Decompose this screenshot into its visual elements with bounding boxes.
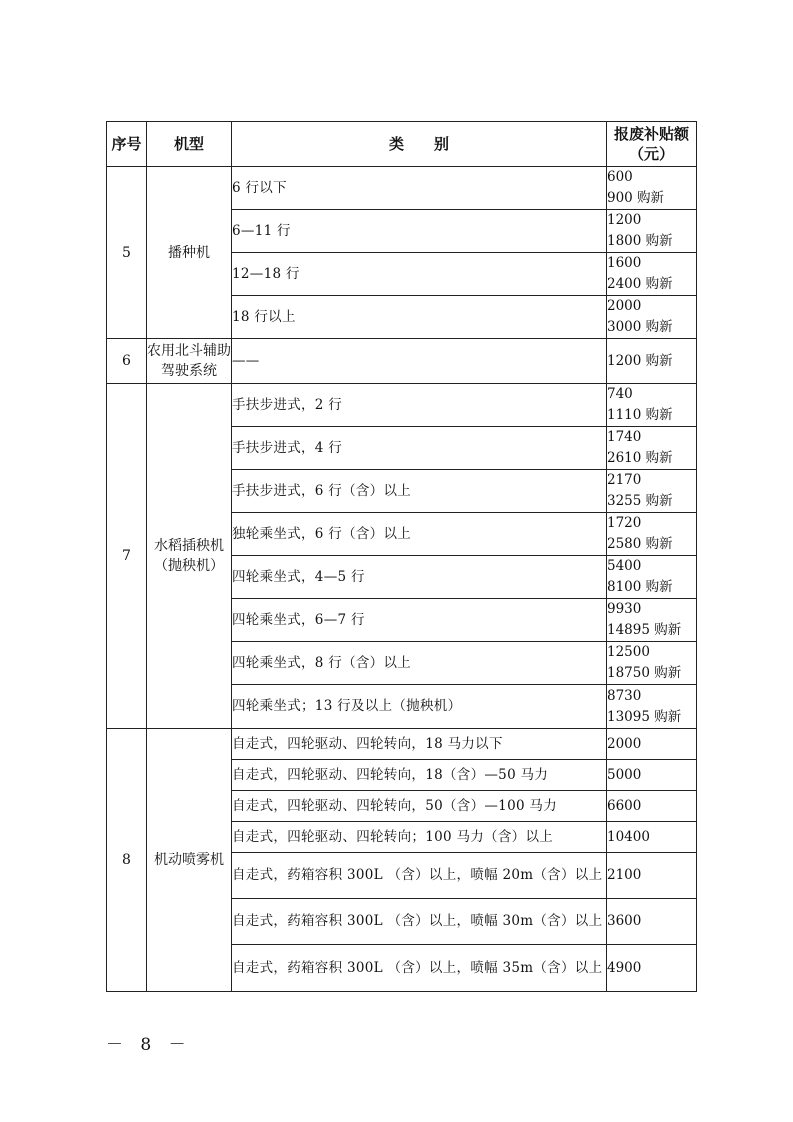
amount-value: 5000 — [607, 766, 642, 783]
cell-amount — [607, 427, 697, 470]
cell-amount — [607, 599, 697, 642]
cell-category: 手扶步进式，2 行 — [232, 384, 607, 427]
cell-amount — [607, 760, 697, 791]
cell-amount — [607, 853, 697, 899]
cell-amount — [607, 642, 697, 685]
table-body — [107, 167, 697, 992]
cell-category: 自走式，四轮驱动、四轮转向，50（含）—100 马力 — [232, 791, 607, 822]
amount-value: 2100 — [607, 867, 642, 883]
cell-category: 四轮乘坐式，6—7 行 — [232, 599, 607, 642]
amount-value: 1740 — [607, 429, 642, 445]
cell-model: 播种机 — [147, 167, 232, 339]
amount-new-purchase: 14895 购新 — [607, 622, 682, 638]
cell-model: 机动喷雾机 — [147, 729, 232, 992]
amount-new-purchase: 3000 购新 — [607, 319, 673, 335]
amount-value: 6600 — [607, 797, 642, 814]
amount-value: 2000 — [607, 298, 642, 314]
cell-category: 独轮乘坐式，6 行（含）以上 — [232, 513, 607, 556]
cell-amount — [607, 556, 697, 599]
table-row — [107, 339, 697, 384]
cell-amount — [607, 791, 697, 822]
cell-category: 四轮乘坐式；13 行及以上（抛秧机） — [232, 685, 607, 729]
amount-value: 1600 — [607, 255, 642, 271]
table-header-row — [107, 122, 697, 167]
amount-value: 5400 — [607, 558, 642, 574]
header-amount — [607, 122, 697, 167]
table-row — [107, 167, 697, 210]
amount-new-purchase: 2580 购新 — [607, 536, 673, 552]
header-seq: 序号 — [107, 122, 147, 167]
amount-value: 600 — [607, 169, 633, 185]
cell-amount — [607, 253, 697, 296]
cell-amount — [607, 339, 697, 384]
cell-amount — [607, 899, 697, 945]
amount-value: 10400 — [607, 828, 650, 845]
cell-amount — [607, 296, 697, 339]
cell-seq: 6 — [107, 339, 147, 384]
cell-seq: 7 — [107, 384, 147, 729]
cell-amount — [607, 167, 697, 210]
cell-category: 自走式，四轮驱动、四轮转向，18（含）—50 马力 — [232, 760, 607, 791]
subsidy-table — [106, 121, 697, 992]
cell-category: —— — [232, 339, 607, 384]
header-amount-line2: （元） — [628, 145, 674, 163]
cell-category: 手扶步进式，6 行（含）以上 — [232, 470, 607, 513]
amount-value: 9930 — [607, 601, 642, 617]
cell-seq: 8 — [107, 729, 147, 992]
cell-model: 水稻插秧机（抛秧机） — [147, 384, 232, 729]
cell-category: 手扶步进式，4 行 — [232, 427, 607, 470]
amount-value: 1720 — [607, 515, 642, 531]
amount-value: 8730 — [607, 687, 642, 704]
cell-category: 6—11 行 — [232, 210, 607, 253]
header-category: 类 别 — [232, 122, 607, 167]
amount-value: 2000 — [607, 735, 642, 752]
header-model: 机型 — [147, 122, 232, 167]
cell-category: 自走式，药箱容积 300L （含）以上，喷幅 30m（含）以上 — [232, 899, 607, 945]
amount-new-purchase: 8100 购新 — [607, 579, 673, 595]
amount-value: 12500 — [607, 644, 650, 660]
cell-category: 自走式，药箱容积 300L （含）以上，喷幅 35m（含）以上 — [232, 945, 607, 992]
table-row — [107, 729, 697, 760]
amount-value: 1200 — [607, 212, 642, 228]
cell-amount — [607, 945, 697, 992]
cell-category: 自走式，药箱容积 300L （含）以上，喷幅 20m（含）以上 — [232, 853, 607, 899]
cell-category: 四轮乘坐式，4—5 行 — [232, 556, 607, 599]
amount-new-purchase: 2400 购新 — [607, 276, 673, 292]
amount-value: 1200 购新 — [607, 352, 673, 369]
cell-amount — [607, 210, 697, 253]
cell-amount — [607, 685, 697, 729]
page-number: － 8 － — [106, 1035, 192, 1055]
amount-value: 3600 — [607, 913, 642, 929]
cell-seq: 5 — [107, 167, 147, 339]
cell-category: 6 行以下 — [232, 167, 607, 210]
cell-amount — [607, 470, 697, 513]
amount-new-purchase: 900 购新 — [607, 190, 665, 206]
cell-model: 农用北斗辅助驾驶系统 — [147, 339, 232, 384]
cell-category: 12—18 行 — [232, 253, 607, 296]
amount-new-purchase: 13095 购新 — [607, 708, 682, 725]
cell-amount — [607, 822, 697, 853]
header-amount-line1: 报废补贴额 — [613, 125, 689, 143]
cell-amount — [607, 384, 697, 427]
amount-new-purchase: 18750 购新 — [607, 665, 682, 681]
cell-category: 自走式，四轮驱动、四轮转向；100 马力（含）以上 — [232, 822, 607, 853]
amount-value: 740 — [607, 386, 633, 402]
amount-new-purchase: 1110 购新 — [607, 407, 673, 423]
cell-category: 四轮乘坐式，8 行（含）以上 — [232, 642, 607, 685]
amount-value: 4900 — [607, 959, 642, 976]
cell-amount — [607, 513, 697, 556]
amount-new-purchase: 3255 购新 — [607, 493, 673, 509]
cell-amount — [607, 729, 697, 760]
amount-new-purchase: 2610 购新 — [607, 450, 673, 466]
cell-category: 18 行以上 — [232, 296, 607, 339]
amount-value: 2170 — [607, 472, 642, 488]
amount-new-purchase: 1800 购新 — [607, 233, 673, 249]
cell-category: 自走式，四轮驱动、四轮转向，18 马力以下 — [232, 729, 607, 760]
table-row — [107, 384, 697, 427]
